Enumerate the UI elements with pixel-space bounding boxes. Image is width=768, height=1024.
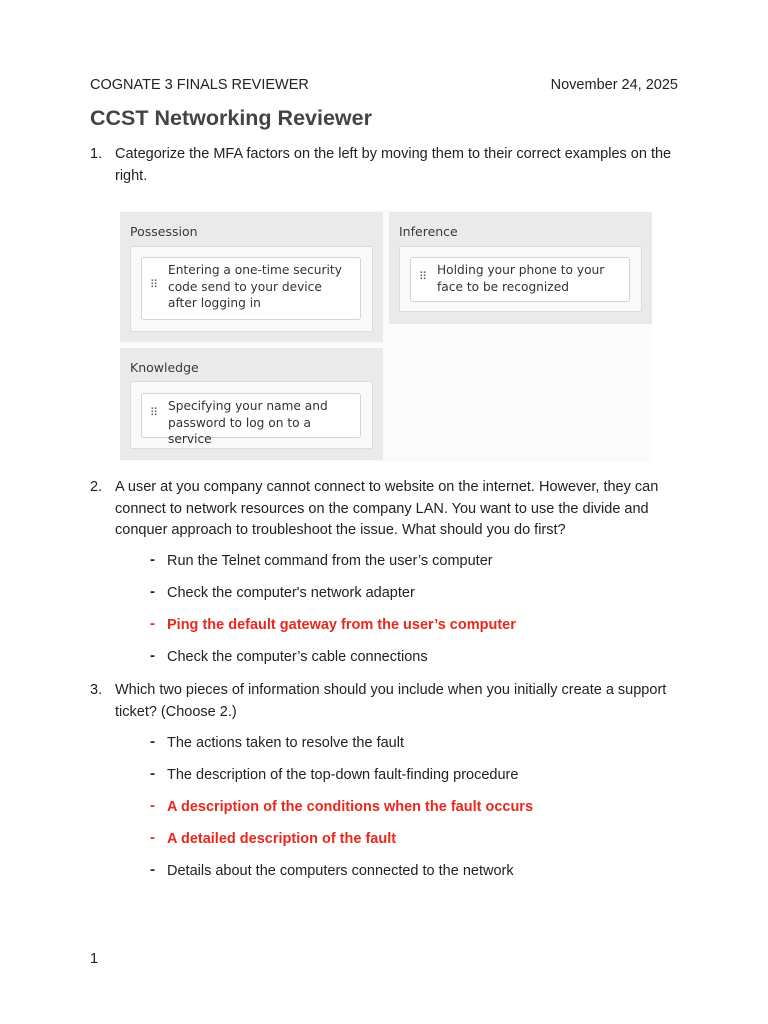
option-text: A description of the conditions when the fault occurs — [167, 799, 534, 815]
question-text: Categorize the MFA factors on the left by moving them to their correct examples on the right. — [115, 146, 672, 184]
bullet-dash: - — [150, 647, 155, 664]
question-1 — [90, 144, 680, 187]
drop-slot[interactable] — [130, 381, 373, 449]
zone-label: Possession — [130, 224, 198, 239]
card-text: Specifying your name and password to log on to a service — [168, 399, 328, 446]
bullet-dash: - — [150, 861, 155, 878]
drag-card-knowledge[interactable] — [141, 393, 361, 446]
header-course-title: COGNATE 3 FINALS REVIEWER — [90, 77, 309, 93]
grip-vertical-icon[interactable]: ⠿ — [150, 406, 158, 419]
grip-vertical-icon[interactable]: ⠿ — [419, 270, 427, 283]
drag-card-possession[interactable] — [141, 257, 361, 320]
header-date: November 24, 2025 — [550, 77, 678, 93]
question-3 — [90, 680, 680, 723]
page-number: 1 — [90, 951, 99, 967]
question-text: Which two pieces of information should you include when you initially create a support ticket? (Choose 2.) — [115, 682, 667, 720]
bullet-dash: - — [150, 583, 155, 600]
option-text: Ping the default gateway from the user’s computer — [167, 617, 516, 633]
mfa-drag-drop-figure — [120, 210, 652, 462]
bullet-dash: - — [150, 551, 155, 568]
option-text: Details about the computers connected to the network — [167, 863, 514, 879]
bullet-dash: - — [150, 615, 155, 632]
card-text: Holding your phone to your face to be recognized — [437, 263, 605, 294]
option-text: The actions taken to resolve the fault — [167, 735, 404, 751]
question-text: A user at you company cannot connect to website on the internet. However, they can connect to network resources on the company LAN. You want to use the divide and conquer approach to troubleshoot the issue. What should you do first? — [115, 479, 659, 538]
drop-slot[interactable] — [130, 246, 373, 332]
zone-label: Inference — [399, 224, 458, 239]
card-text: Entering a one-time security code send to your device after logging in — [168, 263, 342, 310]
bullet-dash: - — [150, 829, 155, 846]
bullet-dash: - — [150, 765, 155, 782]
bullet-dash: - — [150, 797, 155, 814]
drop-zone-possession[interactable] — [120, 212, 383, 342]
question-number: 1. — [90, 146, 103, 162]
question-2 — [90, 477, 680, 542]
page-title: CCST Networking Reviewer — [90, 106, 372, 130]
option-text: Run the Telnet command from the user’s computer — [167, 553, 493, 569]
zone-label: Knowledge — [130, 360, 199, 375]
drop-slot[interactable] — [399, 246, 642, 312]
grip-vertical-icon[interactable]: ⠿ — [150, 278, 158, 291]
question-number: 2. — [90, 479, 103, 495]
option-text: The description of the top-down fault-finding procedure — [167, 767, 519, 783]
option-text: Check the computer’s cable connections — [167, 649, 428, 665]
drag-card-inference[interactable] — [410, 257, 630, 302]
drop-zone-inference[interactable] — [389, 212, 652, 324]
bullet-dash: - — [150, 733, 155, 750]
option-text: A detailed description of the fault — [167, 831, 397, 847]
option-text: Check the computer's network adapter — [167, 585, 415, 601]
drop-zone-knowledge[interactable] — [120, 348, 383, 460]
question-number: 3. — [90, 682, 103, 698]
